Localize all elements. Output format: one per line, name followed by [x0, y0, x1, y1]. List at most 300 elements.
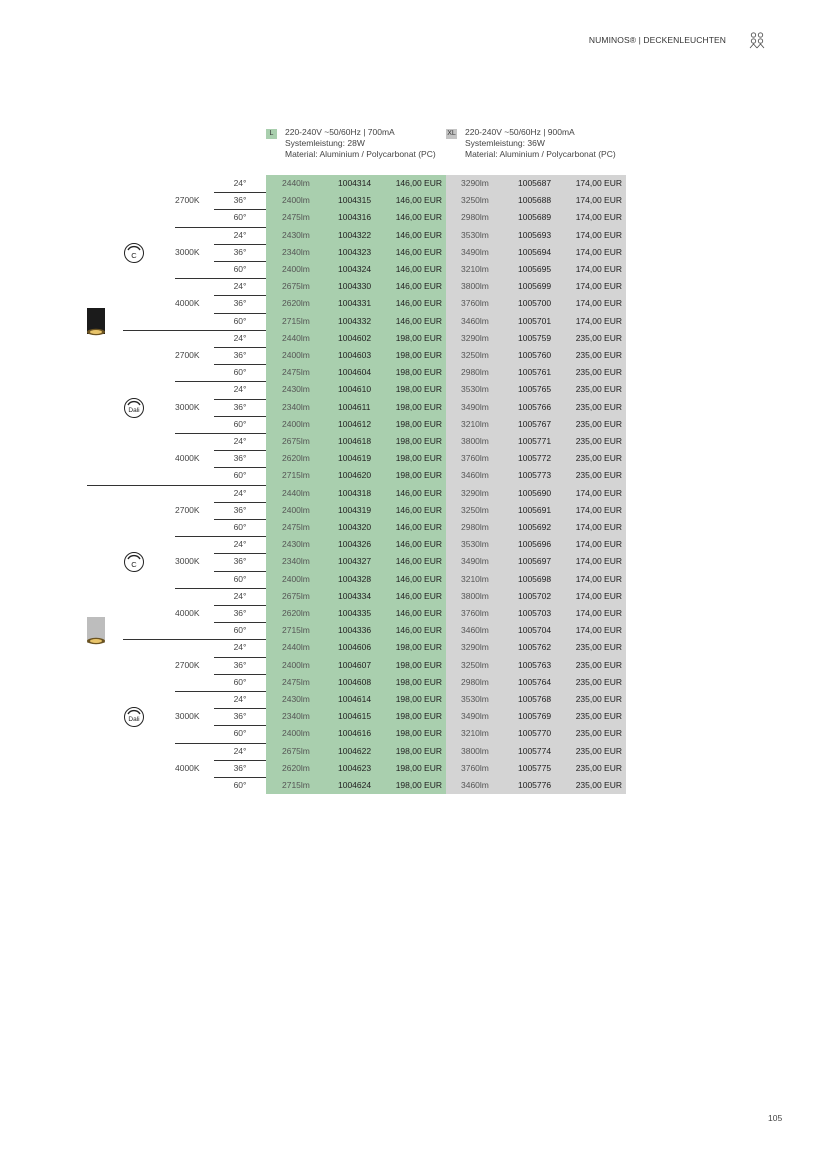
luminous-flux-L: 2715lm: [282, 315, 310, 326]
luminous-flux-L: 2475lm: [282, 367, 310, 378]
article-number-XL: 1005763: [518, 659, 552, 670]
article-number-L: 1004604: [338, 367, 372, 378]
temperature-divider: [175, 433, 266, 434]
luminous-flux-L: 2430lm: [282, 384, 310, 395]
article-number-L: 1004331: [338, 298, 372, 309]
beam-angle: 36°: [233, 246, 247, 257]
spec-L-line3: Material: Aluminium / Polycarbonat (PC): [285, 149, 436, 159]
price-XL: 174,00 EUR: [575, 522, 622, 532]
beam-angle: 60°: [233, 264, 247, 274]
article-number-XL: 1005687: [518, 178, 552, 188]
table-row: [0, 313, 819, 330]
beam-angle: 60°: [233, 367, 247, 378]
price-L: 146,00 EUR: [395, 229, 442, 240]
color-temperature-label: 3000K: [175, 556, 200, 567]
article-number-L: 1004607: [338, 659, 372, 670]
price-L: 146,00 EUR: [395, 556, 442, 567]
luminous-flux-L: 2620lm: [282, 298, 310, 309]
temperature-divider: [175, 278, 266, 279]
table-row: [0, 502, 819, 519]
luminous-flux-L: 2475lm: [282, 676, 310, 687]
article-number-L: 1004334: [338, 590, 372, 601]
price-XL: 174,00 EUR: [575, 608, 622, 618]
article-number-L: 1004618: [338, 436, 372, 446]
beam-angle: 60°: [233, 522, 247, 532]
price-XL: 235,00 EUR: [575, 384, 622, 395]
price-L: 146,00 EUR: [395, 264, 442, 274]
control-group-divider: [123, 330, 266, 331]
luminous-flux-XL: 3760lm: [461, 762, 489, 773]
table-row: [0, 519, 819, 536]
article-number-L: 1004320: [338, 522, 372, 532]
article-number-L: 1004327: [338, 556, 372, 567]
luminous-flux-L: 2400lm: [282, 573, 310, 584]
article-number-XL: 1005700: [518, 298, 552, 309]
luminous-flux-L: 2400lm: [282, 418, 310, 429]
luminous-flux-L: 2715lm: [282, 780, 310, 790]
beam-angle: 60°: [233, 573, 247, 584]
article-number-XL: 1005764: [518, 676, 552, 687]
price-XL: 174,00 EUR: [575, 298, 622, 309]
table-row: [0, 175, 819, 192]
table-row: [0, 743, 819, 760]
table-row: [0, 467, 819, 484]
phase-dimming-icon: [123, 551, 145, 573]
temperature-divider: [175, 536, 266, 537]
article-number-XL: 1005776: [518, 780, 552, 790]
price-L: 198,00 EUR: [395, 470, 442, 481]
price-XL: 174,00 EUR: [575, 281, 622, 292]
luminous-flux-L: 2475lm: [282, 522, 310, 532]
price-XL: 235,00 EUR: [575, 694, 622, 704]
price-L: 146,00 EUR: [395, 298, 442, 309]
color-temperature-label: 3000K: [175, 246, 200, 257]
price-L: 146,00 EUR: [395, 281, 442, 292]
price-XL: 174,00 EUR: [575, 212, 622, 223]
spec-XL-line2: Systemleistung: 36W: [465, 138, 545, 148]
spec-block-XL: [447, 127, 616, 160]
beam-angle: 24°: [233, 539, 247, 550]
price-L: 146,00 EUR: [395, 522, 442, 532]
table-row: [0, 364, 819, 381]
table-row: [0, 777, 819, 794]
price-L: 146,00 EUR: [395, 315, 442, 326]
beam-angle: 60°: [233, 625, 247, 636]
price-L: 146,00 EUR: [395, 573, 442, 584]
black-ceiling-lamp-icon: [86, 308, 106, 336]
luminous-flux-XL: 3530lm: [461, 694, 489, 704]
price-XL: 174,00 EUR: [575, 315, 622, 326]
luminous-flux-L: 2675lm: [282, 281, 310, 292]
price-XL: 235,00 EUR: [575, 745, 622, 756]
luminous-flux-XL: 3210lm: [461, 418, 489, 429]
article-number-XL: 1005771: [518, 436, 552, 446]
article-number-XL: 1005775: [518, 762, 552, 773]
luminous-flux-L: 2400lm: [282, 264, 310, 274]
luminous-flux-XL: 3250lm: [461, 195, 489, 206]
control-icon-label: Dali: [128, 406, 140, 414]
table-row: [0, 760, 819, 777]
color-temperature-label: 3000K: [175, 711, 200, 722]
beam-angle: 24°: [233, 642, 247, 653]
price-XL: 174,00 EUR: [575, 573, 622, 584]
article-number-XL: 1005760: [518, 350, 552, 360]
article-number-L: 1004615: [338, 711, 372, 722]
size-badge-XL: XL: [447, 130, 456, 137]
luminous-flux-XL: 3290lm: [461, 487, 489, 498]
price-L: 198,00 EUR: [395, 418, 442, 429]
table-row: [0, 209, 819, 226]
article-number-L: 1004328: [338, 573, 372, 584]
article-number-XL: 1005704: [518, 625, 552, 636]
price-XL: 235,00 EUR: [575, 350, 622, 360]
luminous-flux-XL: 3490lm: [461, 246, 489, 257]
dali-icon: [123, 706, 145, 728]
table-row: [0, 330, 819, 347]
luminous-flux-XL: 3250lm: [461, 659, 489, 670]
article-number-XL: 1005694: [518, 246, 552, 257]
article-number-L: 1004622: [338, 745, 372, 756]
beam-angle: 24°: [233, 229, 247, 240]
luminous-flux-L: 2340lm: [282, 556, 310, 567]
article-number-L: 1004318: [338, 487, 372, 498]
beam-angle: 36°: [233, 453, 247, 464]
article-number-XL: 1005766: [518, 401, 552, 412]
article-number-XL: 1005698: [518, 573, 552, 584]
article-number-L: 1004608: [338, 676, 372, 687]
article-number-L: 1004315: [338, 195, 372, 206]
price-L: 198,00 EUR: [395, 711, 442, 722]
phase-dimming-icon: [123, 242, 145, 264]
price-XL: 235,00 EUR: [575, 332, 622, 343]
luminous-flux-XL: 3210lm: [461, 573, 489, 584]
price-L: 198,00 EUR: [395, 728, 442, 739]
luminous-flux-XL: 3530lm: [461, 384, 489, 395]
price-XL: 235,00 EUR: [575, 762, 622, 773]
price-L: 198,00 EUR: [395, 659, 442, 670]
article-number-XL: 1005772: [518, 453, 552, 464]
temperature-divider: [175, 743, 266, 744]
beam-angle: 24°: [233, 178, 247, 188]
price-L: 198,00 EUR: [395, 453, 442, 464]
price-L: 198,00 EUR: [395, 401, 442, 412]
beam-angle: 60°: [233, 470, 247, 481]
price-L: 198,00 EUR: [395, 745, 442, 756]
luminous-flux-XL: 3210lm: [461, 728, 489, 739]
article-number-L: 1004314: [338, 178, 372, 188]
price-L: 146,00 EUR: [395, 590, 442, 601]
temperature-divider: [175, 381, 266, 382]
luminous-flux-L: 2400lm: [282, 350, 310, 360]
luminous-flux-XL: 3800lm: [461, 745, 489, 756]
price-L: 198,00 EUR: [395, 350, 442, 360]
luminous-flux-L: 2340lm: [282, 401, 310, 412]
temperature-divider: [175, 691, 266, 692]
luminous-flux-L: 2620lm: [282, 608, 310, 618]
luminous-flux-L: 2400lm: [282, 504, 310, 515]
spec-L-line1: 220-240V ~50/60Hz | 700mA: [285, 127, 395, 137]
beam-angle: 36°: [233, 350, 247, 360]
price-XL: 174,00 EUR: [575, 229, 622, 240]
price-L: 198,00 EUR: [395, 332, 442, 343]
luminous-flux-XL: 3530lm: [461, 539, 489, 550]
beam-angle: 24°: [233, 694, 247, 704]
price-XL: 174,00 EUR: [575, 556, 622, 567]
temperature-divider: [175, 227, 266, 228]
article-number-L: 1004624: [338, 780, 372, 790]
luminous-flux-L: 2675lm: [282, 745, 310, 756]
article-number-L: 1004326: [338, 539, 372, 550]
page-number: 105: [768, 1113, 783, 1123]
luminous-flux-XL: 3490lm: [461, 556, 489, 567]
price-XL: 235,00 EUR: [575, 470, 622, 481]
luminous-flux-XL: 3800lm: [461, 590, 489, 601]
article-number-XL: 1005692: [518, 522, 552, 532]
spec-XL-line3: Material: Aluminium / Polycarbonat (PC): [465, 149, 616, 159]
article-number-XL: 1005759: [518, 332, 552, 343]
article-number-XL: 1005773: [518, 470, 552, 481]
color-temperature-label: 4000K: [175, 762, 200, 773]
article-number-XL: 1005689: [518, 212, 552, 223]
beam-angle: 36°: [233, 195, 247, 206]
luminous-flux-XL: 3290lm: [461, 332, 489, 343]
luminous-flux-L: 2340lm: [282, 246, 310, 257]
article-number-XL: 1005693: [518, 229, 552, 240]
color-temperature-label: 2700K: [175, 659, 200, 670]
table-row: [0, 639, 819, 656]
price-L: 198,00 EUR: [395, 642, 442, 653]
luminous-flux-XL: 3800lm: [461, 436, 489, 446]
price-XL: 174,00 EUR: [575, 195, 622, 206]
article-number-XL: 1005696: [518, 539, 552, 550]
article-number-XL: 1005774: [518, 745, 552, 756]
price-XL: 174,00 EUR: [575, 504, 622, 515]
color-temperature-label: 2700K: [175, 504, 200, 515]
table-row: [0, 192, 819, 209]
article-number-XL: 1005768: [518, 694, 552, 704]
article-number-L: 1004335: [338, 608, 372, 618]
price-XL: 235,00 EUR: [575, 401, 622, 412]
luminous-flux-XL: 3760lm: [461, 453, 489, 464]
table-row: [0, 347, 819, 364]
luminous-flux-L: 2430lm: [282, 694, 310, 704]
control-icon-label: C: [131, 560, 137, 570]
luminous-flux-L: 2440lm: [282, 487, 310, 498]
price-L: 146,00 EUR: [395, 195, 442, 206]
spec-XL-line1: 220-240V ~50/60Hz | 900mA: [465, 127, 575, 137]
price-L: 146,00 EUR: [395, 246, 442, 257]
price-L: 146,00 EUR: [395, 539, 442, 550]
control-icon-label: C: [131, 250, 137, 260]
price-L: 198,00 EUR: [395, 780, 442, 790]
price-XL: 174,00 EUR: [575, 178, 622, 188]
beam-angle: 24°: [233, 332, 247, 343]
price-XL: 235,00 EUR: [575, 642, 622, 653]
luminous-flux-L: 2400lm: [282, 659, 310, 670]
luminous-flux-L: 2430lm: [282, 229, 310, 240]
article-number-XL: 1005701: [518, 315, 552, 326]
luminous-flux-L: 2440lm: [282, 178, 310, 188]
beam-angle: 36°: [233, 608, 247, 618]
article-number-XL: 1005765: [518, 384, 552, 395]
luminous-flux-XL: 3250lm: [461, 504, 489, 515]
luminous-flux-XL: 3530lm: [461, 229, 489, 240]
article-number-L: 1004610: [338, 384, 372, 395]
article-number-XL: 1005761: [518, 367, 552, 378]
people-group-icon: [749, 32, 765, 49]
beam-angle: 36°: [233, 504, 247, 515]
price-XL: 235,00 EUR: [575, 453, 622, 464]
luminous-flux-XL: 3290lm: [461, 642, 489, 653]
price-L: 146,00 EUR: [395, 212, 442, 223]
table-row: [0, 485, 819, 502]
luminous-flux-L: 2400lm: [282, 195, 310, 206]
price-L: 198,00 EUR: [395, 694, 442, 704]
price-L: 146,00 EUR: [395, 625, 442, 636]
spec-L-line2: Systemleistung: 28W: [285, 138, 365, 148]
luminous-flux-XL: 3760lm: [461, 608, 489, 618]
beam-angle: 60°: [233, 676, 247, 687]
beam-angle: 36°: [233, 659, 247, 670]
price-XL: 235,00 EUR: [575, 728, 622, 739]
article-number-L: 1004623: [338, 762, 372, 773]
luminous-flux-XL: 3460lm: [461, 470, 489, 481]
price-L: 146,00 EUR: [395, 608, 442, 618]
beam-angle: 36°: [233, 762, 247, 773]
control-group-divider: [123, 639, 266, 640]
article-number-L: 1004620: [338, 470, 372, 481]
luminous-flux-XL: 2980lm: [461, 676, 489, 687]
luminous-flux-L: 2675lm: [282, 436, 310, 446]
table-row: [0, 622, 819, 639]
price-XL: 174,00 EUR: [575, 246, 622, 257]
color-temperature-label: 2700K: [175, 350, 200, 360]
luminous-flux-XL: 3290lm: [461, 178, 489, 188]
color-temperature-label: 4000K: [175, 453, 200, 464]
luminous-flux-L: 2715lm: [282, 625, 310, 636]
article-number-XL: 1005697: [518, 556, 552, 567]
beam-angle: 36°: [233, 298, 247, 309]
luminous-flux-L: 2620lm: [282, 453, 310, 464]
beam-angle: 24°: [233, 436, 247, 446]
luminous-flux-XL: 3800lm: [461, 281, 489, 292]
article-number-L: 1004602: [338, 332, 372, 343]
table-row: [0, 278, 819, 295]
price-XL: 174,00 EUR: [575, 264, 622, 274]
table-row: [0, 605, 819, 622]
beam-angle: 36°: [233, 401, 247, 412]
table-row: [0, 450, 819, 467]
luminous-flux-XL: 3210lm: [461, 264, 489, 274]
page-header-title: NUMINOS® | DECKENLEUCHTEN: [588, 35, 726, 45]
article-number-L: 1004319: [338, 504, 372, 515]
control-icon-label: Dali: [128, 716, 140, 724]
price-XL: 174,00 EUR: [575, 539, 622, 550]
price-XL: 235,00 EUR: [575, 436, 622, 446]
article-number-XL: 1005767: [518, 418, 552, 429]
size-badge-L: L: [266, 129, 277, 139]
luminous-flux-L: 2430lm: [282, 539, 310, 550]
color-temperature-label: 4000K: [175, 608, 200, 618]
luminous-flux-L: 2440lm: [282, 642, 310, 653]
color-temperature-label: 4000K: [175, 298, 200, 309]
dali-icon: [123, 397, 145, 419]
luminous-flux-XL: 3250lm: [461, 350, 489, 360]
price-L: 146,00 EUR: [395, 504, 442, 515]
luminous-flux-L: 2475lm: [282, 212, 310, 223]
table-row: [0, 657, 819, 674]
price-L: 146,00 EUR: [395, 487, 442, 498]
luminous-flux-XL: 2980lm: [461, 522, 489, 532]
price-XL: 235,00 EUR: [575, 418, 622, 429]
article-number-L: 1004324: [338, 264, 372, 274]
price-XL: 235,00 EUR: [575, 367, 622, 378]
article-number-L: 1004330: [338, 281, 372, 292]
beam-angle: 60°: [233, 418, 247, 429]
price-XL: 235,00 EUR: [575, 780, 622, 790]
article-number-L: 1004614: [338, 694, 372, 704]
luminous-flux-XL: 3460lm: [461, 625, 489, 636]
price-L: 198,00 EUR: [395, 676, 442, 687]
luminous-flux-XL: 3490lm: [461, 711, 489, 722]
article-number-XL: 1005699: [518, 281, 552, 292]
price-L: 146,00 EUR: [395, 178, 442, 188]
luminous-flux-L: 2620lm: [282, 762, 310, 773]
article-number-XL: 1005691: [518, 504, 552, 515]
temperature-divider: [175, 588, 266, 589]
luminous-flux-L: 2715lm: [282, 470, 310, 481]
article-number-L: 1004603: [338, 350, 372, 360]
price-L: 198,00 EUR: [395, 762, 442, 773]
luminous-flux-XL: 3460lm: [461, 780, 489, 790]
color-temperature-label: 3000K: [175, 401, 200, 412]
price-XL: 174,00 EUR: [575, 487, 622, 498]
price-XL: 235,00 EUR: [575, 659, 622, 670]
price-XL: 235,00 EUR: [575, 676, 622, 687]
table-row: [0, 674, 819, 691]
luminous-flux-XL: 2980lm: [461, 367, 489, 378]
beam-angle: 60°: [233, 212, 247, 223]
article-number-L: 1004616: [338, 728, 372, 739]
table-row: [0, 295, 819, 312]
luminous-flux-XL: 3460lm: [461, 315, 489, 326]
beam-angle: 60°: [233, 728, 247, 739]
price-L: 198,00 EUR: [395, 367, 442, 378]
luminous-flux-L: 2340lm: [282, 711, 310, 722]
beam-angle: 24°: [233, 384, 247, 395]
article-number-XL: 1005762: [518, 642, 552, 653]
article-number-XL: 1005702: [518, 590, 552, 601]
article-number-XL: 1005690: [518, 487, 552, 498]
table-row: [0, 588, 819, 605]
beam-angle: 36°: [233, 711, 247, 722]
price-XL: 235,00 EUR: [575, 711, 622, 722]
beam-angle: 36°: [233, 556, 247, 567]
article-number-L: 1004323: [338, 246, 372, 257]
price-XL: 174,00 EUR: [575, 625, 622, 636]
article-number-XL: 1005688: [518, 195, 552, 206]
spec-block-L: [269, 127, 436, 160]
beam-angle: 24°: [233, 487, 247, 498]
article-number-XL: 1005695: [518, 264, 552, 274]
beam-angle: 24°: [233, 745, 247, 756]
price-L: 198,00 EUR: [395, 384, 442, 395]
luminous-flux-L: 2400lm: [282, 728, 310, 739]
price-L: 198,00 EUR: [395, 436, 442, 446]
beam-angle: 60°: [233, 780, 247, 790]
article-number-XL: 1005703: [518, 608, 552, 618]
article-number-L: 1004322: [338, 229, 372, 240]
